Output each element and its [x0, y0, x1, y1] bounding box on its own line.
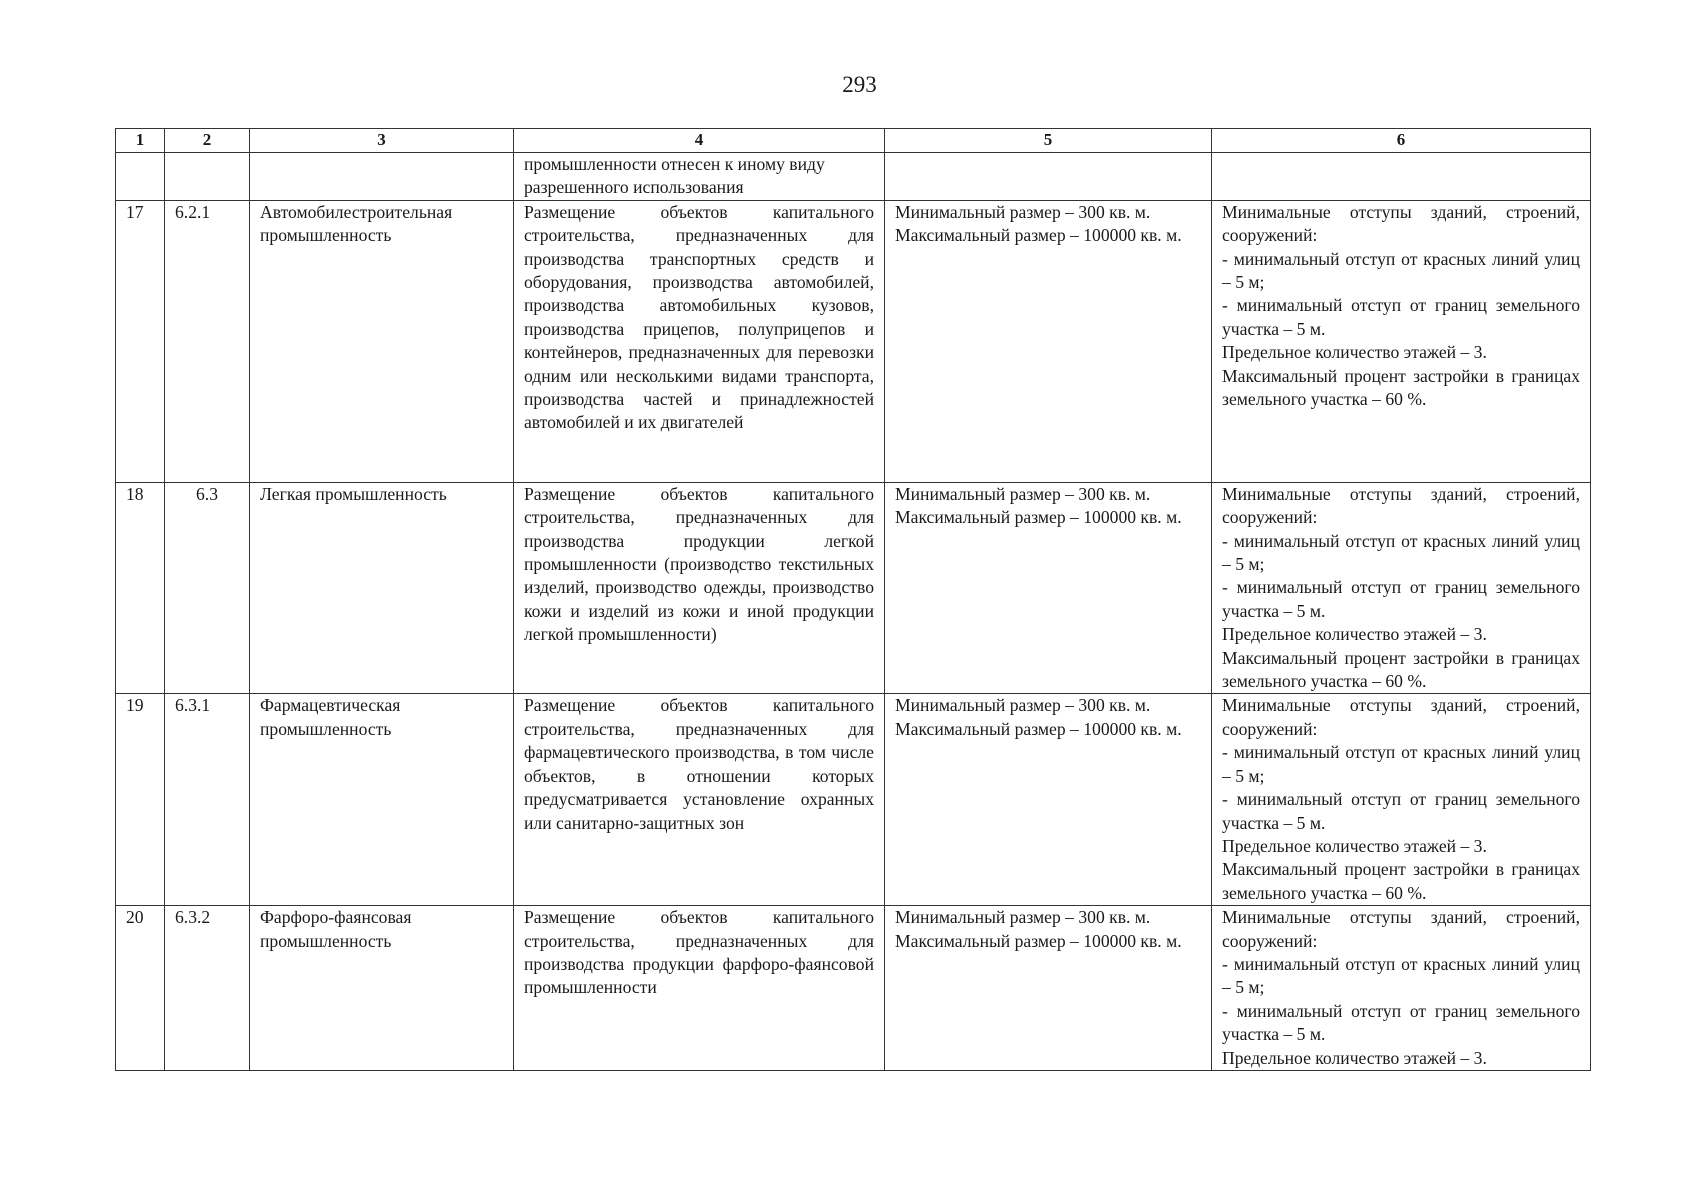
text-line: Максимальный процент застройки в границах земельного участка – 60 %. [1222, 647, 1580, 692]
row-plot-size [885, 694, 1212, 906]
row-name: Фарфоро-фаянсовая промышленность [250, 906, 514, 1071]
text-line: Максимальный процент застройки в границах земельного участка – 60 %. [1222, 859, 1580, 903]
text-line: Максимальный размер – 100000 кв. м. [895, 225, 1182, 246]
table-row [116, 906, 1591, 1071]
text-line: Предельное количество этажей – 3. [1222, 1047, 1487, 1068]
row-code: 6.3 [165, 482, 250, 694]
text-line: Минимальные отступы зданий, строений, сооружений: [1222, 483, 1580, 528]
row-code: 6.2.1 [165, 200, 250, 482]
row-description: Размещение объектов капитального строительства, предназначенных для фармацевтического производства, в том числе объектов, в отношении которых предусматривается установление охранных или санитарно-защитных зон [514, 694, 885, 906]
text-line: Минимальный размер – 300 кв. м. [895, 907, 1151, 928]
continuation-row [116, 153, 1591, 201]
header-cell-4: 4 [514, 129, 885, 153]
text-line: Минимальные отступы зданий, строений, сооружений: [1222, 201, 1580, 246]
text-line: - минимальный отступ от красных линий улиц – 5 м; [1222, 742, 1580, 786]
row-number: 19 [116, 694, 165, 906]
row-parameters [1212, 482, 1591, 694]
header-cell-3: 3 [250, 129, 514, 153]
row-code: 6.3.2 [165, 906, 250, 1071]
row-description: Размещение объектов капитального строительства, предназначенных для производства продукции фарфоро-фаянсовой промышленности [514, 906, 885, 1071]
header-cell-5: 5 [885, 129, 1212, 153]
text-line: - минимальный отступ от границ земельного участка – 5 м. [1222, 577, 1580, 621]
page-number: 293 [842, 72, 877, 97]
row-name: Фармацевтическая промышленность [250, 694, 514, 906]
text-line: промышленности отнесен к иному виду [524, 154, 825, 174]
text-line: - минимальный отступ от красных линий улиц – 5 м; [1222, 953, 1580, 998]
header-cell-6: 6 [1212, 129, 1591, 153]
text-line: Предельное количество этажей – 3. [1222, 342, 1487, 363]
text-line: - минимальный отступ от границ земельного участка – 5 м. [1222, 1000, 1580, 1045]
header-cell-1: 1 [116, 129, 165, 153]
continuation-description [514, 153, 885, 201]
row-number: 17 [116, 200, 165, 482]
table-cell [885, 153, 1212, 201]
row-parameters [1212, 200, 1591, 482]
row-parameters [1212, 694, 1591, 906]
row-plot-size [885, 200, 1212, 482]
table-cell [250, 153, 514, 201]
row-plot-size [885, 906, 1212, 1071]
text-line: Максимальный размер – 100000 кв. м. [895, 507, 1182, 528]
table-row [116, 694, 1591, 906]
row-description: Размещение объектов капитального строительства, предназначенных для производства транспортных средств и оборудования, производства автомобилей, производства автомобильных кузовов, производства прицепов, полуприцепов и контейнеров, предназначенных для перевозки одним или несколькими видами транспорта, производства частей и принадлежностей автомобилей и их двигателей [514, 200, 885, 482]
table-row [116, 482, 1591, 694]
row-number: 18 [116, 482, 165, 694]
header-row [116, 129, 1591, 153]
table-cell [116, 153, 165, 201]
text-line: Минимальный размер – 300 кв. м. [895, 695, 1151, 716]
text-line: Максимальный размер – 100000 кв. м. [895, 930, 1182, 951]
text-line: Предельное количество этажей – 3. [1222, 624, 1487, 645]
row-description: Размещение объектов капитального строительства, предназначенных для производства продукции легкой промышленности (производство текстильных изделий, производство одежды, производство кожи и изделий из кожи и иной продукции легкой промышленности) [514, 482, 885, 694]
text-line: разрешенного использования [524, 177, 744, 198]
text-line: - минимальный отступ от границ земельного участка – 5 м. [1222, 789, 1580, 833]
land-use-table [115, 128, 1591, 1071]
row-parameters [1212, 906, 1591, 1071]
header-cell-2: 2 [165, 129, 250, 153]
row-code: 6.3.1 [165, 694, 250, 906]
text-line: Максимальный процент застройки в границах земельного участка – 60 %. [1222, 365, 1580, 410]
text-line: - минимальный отступ от границ земельного участка – 5 м. [1222, 295, 1580, 339]
text-line: Предельное количество этажей – 3. [1222, 835, 1487, 856]
table-cell [165, 153, 250, 201]
text-line: Максимальный размер – 100000 кв. м. [895, 718, 1182, 739]
row-plot-size [885, 482, 1212, 694]
table-cell [1212, 153, 1591, 201]
table-row [116, 200, 1591, 482]
text-line: Минимальные отступы зданий, строений, сооружений: [1222, 695, 1580, 739]
row-name: Легкая промышленность [250, 482, 514, 694]
text-line: - минимальный отступ от красных линий улиц – 5 м; [1222, 530, 1580, 575]
text-line: Минимальные отступы зданий, строений, сооружений: [1222, 907, 1580, 951]
text-line: Минимальный размер – 300 кв. м. [895, 483, 1151, 504]
text-line: Минимальный размер – 300 кв. м. [895, 201, 1151, 222]
row-name: Автомобилестроительная промышленность [250, 200, 514, 482]
text-line: - минимальный отступ от красных линий улиц – 5 м; [1222, 248, 1580, 293]
row-number: 20 [116, 906, 165, 1071]
